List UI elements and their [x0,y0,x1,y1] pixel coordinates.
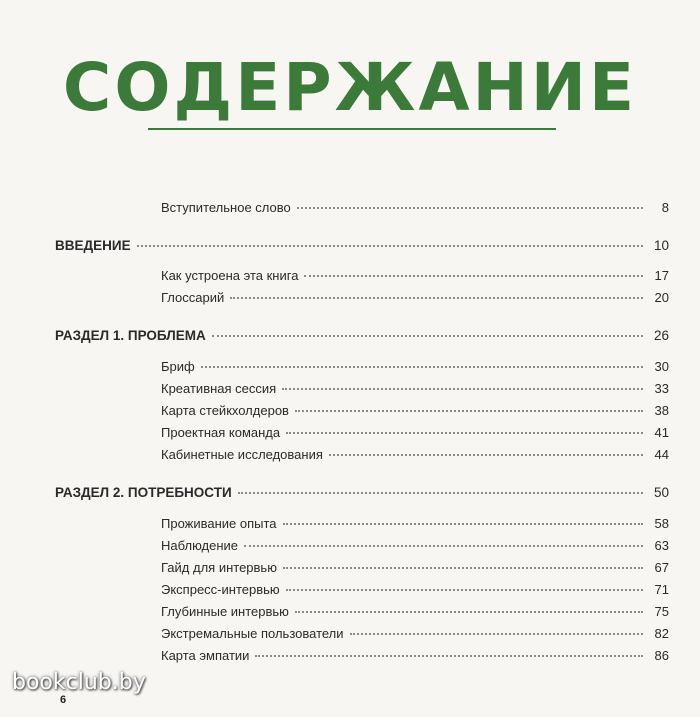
toc-section [55,327,669,345]
toc-entry [161,402,669,420]
toc-entry [161,537,669,555]
toc-entry-label: Карта стейкхолдеров [161,403,289,418]
toc-leader-dots [230,297,643,299]
toc-entry [161,603,669,621]
toc-section-page: 10 [653,238,669,253]
toc-entry-label: Вступительное слово [161,200,291,215]
toc-leader-dots [295,410,643,412]
toc-entry-label: Креативная сессия [161,381,277,396]
toc-entry [161,289,669,307]
toc-leader-dots [282,388,643,390]
toc-entry-page: 8 [661,200,669,215]
toc-entry [161,380,669,398]
toc-entry-label: Глоссарий [161,290,225,305]
page-number: 6 [60,694,67,706]
toc-section [55,484,669,502]
toc-section-label: РАЗДЕЛ 2. ПОТРЕБНОСТИ [55,485,232,500]
toc-entry-page: 63 [654,538,669,553]
toc-entry [161,446,669,464]
toc-section-label: ВВЕДЕНИЕ [55,238,131,253]
toc-leader-dots [304,275,643,277]
toc-entry-page: 58 [654,516,669,531]
toc-entry-page: 30 [654,359,669,374]
toc-leader-dots [350,633,643,635]
toc-entry [161,559,669,577]
toc-leader-dots [283,523,643,525]
toc-leader-dots [286,589,643,591]
toc-leader-dots [286,432,643,434]
toc-section-label: РАЗДЕЛ 1. ПРОБЛЕМА [55,328,206,343]
toc-leader-dots [137,245,643,247]
page-title: СОДЕРЖАНИЕ [62,49,638,126]
toc-entry [161,647,669,665]
toc-leader-dots [212,335,643,337]
toc-leader-dots [295,611,643,613]
toc-section-page: 26 [653,328,669,343]
toc-entry-page: 71 [654,582,669,597]
toc-entry [161,424,669,442]
toc-entry-page: 75 [654,604,669,619]
toc-entry-label: Экстремальные пользователи [161,626,344,641]
toc-entry [161,358,669,376]
toc-section-page: 50 [653,485,669,500]
toc-leader-dots [244,545,643,547]
toc-entry [161,199,669,217]
toc-leader-dots [255,655,643,657]
toc-entry [161,267,669,285]
toc-entry-page: 17 [654,268,669,283]
toc-leader-dots [297,207,643,209]
toc-section [55,237,669,255]
toc-entry-page: 41 [654,425,669,440]
toc-entry [161,625,669,643]
toc-entry [161,515,669,533]
toc-entry [161,581,669,599]
toc-entry-page: 67 [654,560,669,575]
toc-entry-label: Кабинетные исследования [161,447,323,462]
watermark: bookclub.by [12,670,146,695]
toc-leader-dots [283,567,643,569]
toc-entry-label: Бриф [161,359,195,374]
toc-entry-label: Глубинные интервью [161,604,289,619]
toc-entry-label: Проектная команда [161,425,281,440]
toc-entry-page: 44 [654,447,669,462]
toc-leader-dots [201,366,643,368]
toc-entry-page: 82 [654,626,669,641]
toc-entry-label: Наблюдение [161,538,239,553]
toc-leader-dots [238,492,643,494]
toc-entry-label: Гайд для интервью [161,560,277,575]
toc-entry-page: 38 [654,403,669,418]
toc-entry-label: Как устроена эта книга [161,268,299,283]
toc-entry-page: 20 [654,290,669,305]
toc-leader-dots [329,454,643,456]
toc-entry-label: Экспресс-интервью [161,582,280,597]
toc-entry-label: Проживание опыта [161,516,277,531]
toc-entry-page: 86 [654,648,669,663]
toc-entry-label: Карта эмпатии [161,648,250,663]
toc-entry-page: 33 [654,381,669,396]
